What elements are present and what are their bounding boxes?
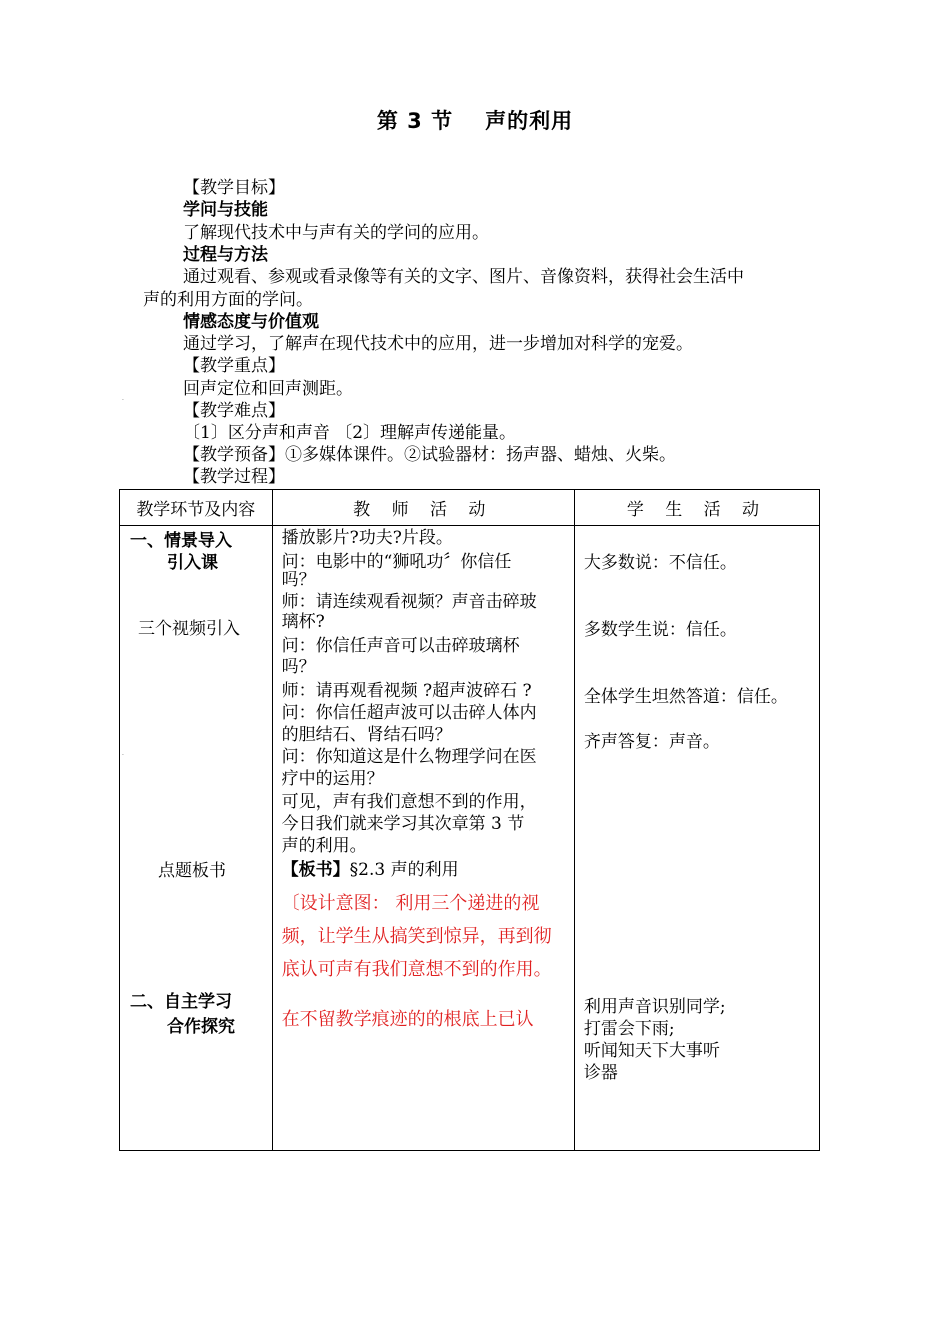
three-videos-label: 三个视频引入 bbox=[138, 619, 240, 639]
table-header-row bbox=[120, 490, 820, 526]
student-answer-2: 多数学生说：信任。 bbox=[583, 620, 737, 640]
teacher-line: 吗？ bbox=[281, 570, 316, 590]
lesson-table bbox=[119, 489, 820, 1151]
section-title: 声的利用 bbox=[485, 109, 574, 133]
teacher-line: 吗？ bbox=[281, 657, 316, 677]
teacher-line: 的胆结石、肾结石吗？ bbox=[281, 725, 452, 745]
design-note-line: 底认可声有我们意想不到的作用。 bbox=[281, 959, 552, 980]
student-answer-1: 大多数说：不信任。 bbox=[583, 553, 737, 573]
teacher-line: 问：你信任声音可以击碎玻璃杯 bbox=[281, 636, 520, 656]
stage2-line1: 二、自主学习 bbox=[130, 992, 232, 1012]
process-heading: 【教学过程】 bbox=[183, 467, 285, 487]
difficulties-heading: 【教学难点】 bbox=[183, 401, 285, 421]
section-number: 第 3 节 bbox=[376, 109, 454, 133]
process-title: 过程与方法 bbox=[183, 245, 268, 265]
page-title bbox=[0, 105, 950, 135]
student-activity-line: 听闻知天下大事听 bbox=[583, 1041, 720, 1061]
preparation-text: ①多媒体课件。②试验器材：扬声器、蜡烛、火柴。 bbox=[285, 445, 676, 465]
stage1-line2: 引入课 bbox=[167, 553, 218, 573]
preparation-line bbox=[183, 444, 676, 466]
stray-mark: . bbox=[122, 395, 124, 402]
board-text: §2.3 声的利用 bbox=[349, 860, 459, 880]
process-text-1: 通过观看、参观或看录像等有关的文字、图片、音像资料，获得社会生活中 bbox=[183, 267, 744, 287]
preparation-heading: 【教学预备】 bbox=[183, 445, 285, 465]
teacher-line: 师：请再观看视频 ?超声波碎石 ? bbox=[281, 681, 532, 701]
board-tag: 【板书】 bbox=[281, 860, 350, 880]
teacher-line: 师：请连续观看视频？声音击碎玻 bbox=[281, 592, 537, 612]
objectives-heading: 【教学目标】 bbox=[183, 178, 285, 198]
design-note-line: 〔设计意图： 利用三个递进的视 bbox=[281, 893, 540, 914]
header-stage: 教学环节及内容 bbox=[120, 490, 273, 526]
teacher-line: 疗中的运用？ bbox=[281, 769, 384, 789]
difficulties-text: 〔1〕区分声和声音 〔2〕理解声传递能量。 bbox=[183, 423, 517, 443]
student-answer-3: 全体学生坦然答道：信任。 bbox=[583, 687, 788, 707]
teacher-line: 问：你知道这是什么物理学问在医 bbox=[281, 747, 537, 767]
knowledge-title: 学问与技能 bbox=[183, 200, 268, 220]
board-line bbox=[282, 860, 459, 881]
teacher-line: 璃杯? bbox=[281, 612, 325, 632]
design-note-line: 频，让学生从搞笑到惊异，再到彻 bbox=[281, 926, 552, 947]
knowledge-text: 了解现代技术中与声有关的学问的应用。 bbox=[183, 223, 489, 243]
emotion-title: 情感态度与价值观 bbox=[183, 312, 319, 332]
student-activity-line: 打雷会下雨; bbox=[583, 1019, 675, 1039]
teacher-cell bbox=[272, 526, 574, 1151]
key-points-text: 回声定位和回声测距。 bbox=[183, 379, 353, 399]
student-answer-4: 齐声答复：声音。 bbox=[583, 732, 720, 752]
teacher-line: 播放影片?功夫?片段。 bbox=[281, 528, 453, 548]
stage2-line2: 合作探究 bbox=[167, 1017, 235, 1037]
teacher-line: 可见，声有我们意想不到的作用， bbox=[281, 792, 537, 812]
student-activity-line: 诊器 bbox=[583, 1063, 618, 1083]
process-text-2: 声的利用方面的学问。 bbox=[143, 290, 313, 310]
stage1-line1: 一、情景导入 bbox=[130, 531, 232, 551]
teacher-line: 问：电影中的“狮吼功〞你信任 bbox=[281, 552, 512, 572]
stage-cell bbox=[120, 526, 273, 1151]
header-teacher: 教 师 活 动 bbox=[272, 490, 574, 526]
student-activity-line: 利用声音识别同学; bbox=[583, 997, 726, 1017]
table-row bbox=[120, 526, 820, 1151]
teacher-line: 声的利用。 bbox=[281, 836, 367, 856]
student-cell bbox=[574, 526, 819, 1151]
header-student: 学 生 活 动 bbox=[574, 490, 819, 526]
board-label: 点题板书 bbox=[158, 861, 226, 881]
stray-mark: . bbox=[122, 750, 124, 757]
key-points-heading: 【教学重点】 bbox=[183, 356, 285, 376]
emotion-text: 通过学习，了解声在现代技术中的应用，进一步增加对科学的宠爱。 bbox=[183, 334, 693, 354]
design-note-line: 在不留教学痕迹的的根底上已认 bbox=[281, 1009, 534, 1030]
teacher-line: 问：你信任超声波可以击碎人体内 bbox=[281, 703, 537, 723]
teacher-line: 今日我们就来学习其次章第 3 节 bbox=[281, 814, 525, 834]
